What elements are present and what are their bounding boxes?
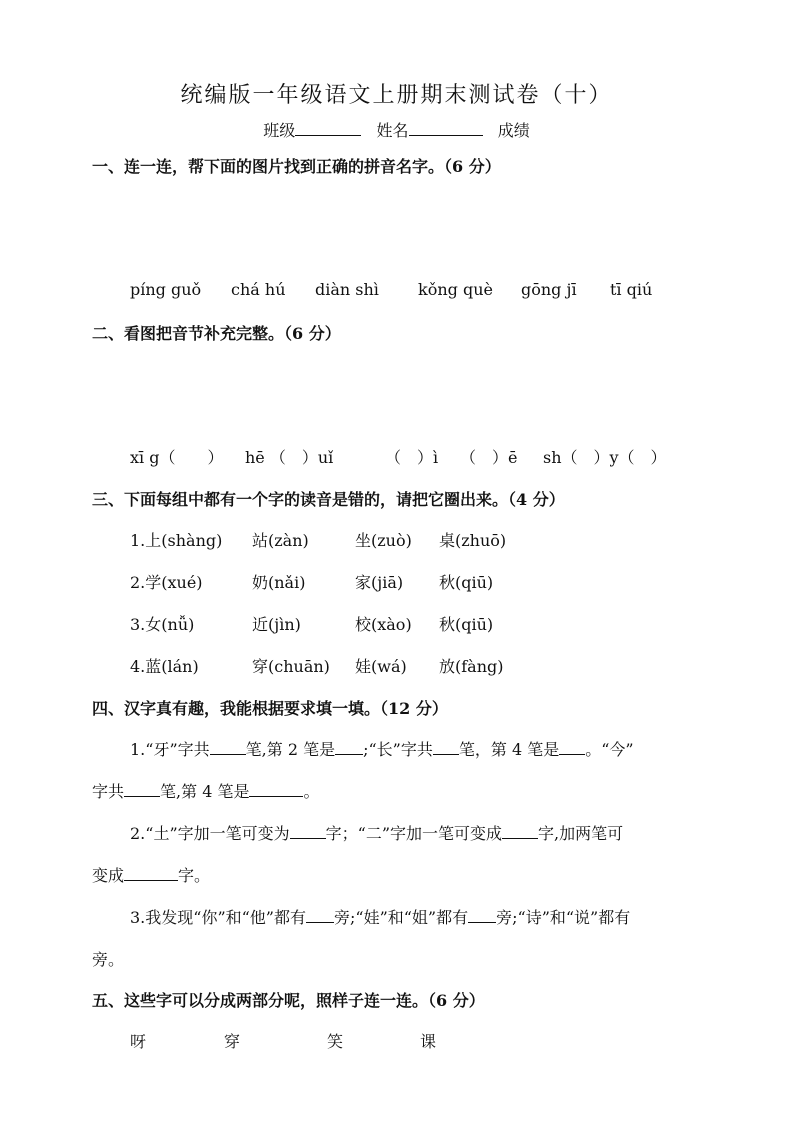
q-text: 3.我发现“你”和“他”都有 xyxy=(130,908,306,927)
q-text: 字,加两笔可 xyxy=(538,824,624,843)
section3-heading: 三、下面每组中都有一个字的读音是错的，请把它圈出来。（4 分） xyxy=(92,490,565,509)
pinyin-word: chá hú xyxy=(231,280,286,299)
syllable-item: （ ）ì xyxy=(385,448,439,467)
student-info-line xyxy=(0,118,793,141)
class-blank xyxy=(295,121,361,136)
reading-item: 3.女(nǚ) xyxy=(130,615,195,634)
question-4-1-line2 xyxy=(92,779,319,802)
syllable-item: （ ）ē xyxy=(460,448,518,467)
answer-blank[interactable] xyxy=(306,908,334,923)
reading-item: 近(jìn) xyxy=(252,615,301,634)
reading-item: 1.上(shàng) xyxy=(130,531,223,550)
answer-blank[interactable] xyxy=(502,824,538,839)
syllable-item: sh（ ）y（ ） xyxy=(543,448,667,467)
q-text: ;“长”字共 xyxy=(363,740,433,759)
question-4-1-line1 xyxy=(130,737,634,760)
split-char: 呀 xyxy=(130,1032,147,1051)
name-label: 姓名 xyxy=(376,121,409,140)
reading-item: 站(zàn) xyxy=(252,531,309,550)
syllable-item: hē （ ）uǐ xyxy=(245,448,334,467)
reading-item: 娃(wá) xyxy=(355,657,407,676)
q-text: 。“今” xyxy=(585,740,634,759)
reading-item: 坐(zuò) xyxy=(355,531,412,550)
answer-blank[interactable] xyxy=(290,824,326,839)
reading-item: 2.学(xué) xyxy=(130,573,203,592)
split-char: 课 xyxy=(420,1032,437,1051)
reading-item: 放(fàng) xyxy=(439,657,504,676)
q-text: 。 xyxy=(303,782,320,801)
section4-heading: 四、汉字真有趣，我能根据要求填一填。（12 分） xyxy=(92,699,448,718)
question-4-3-line2: 旁。 xyxy=(92,950,125,969)
name-blank xyxy=(409,121,483,136)
split-char: 穿 xyxy=(224,1032,241,1051)
q-text: 字共 xyxy=(92,782,125,801)
q-text: 1.“牙”字共 xyxy=(130,740,210,759)
question-4-3-line1 xyxy=(130,905,630,928)
reading-item: 校(xào) xyxy=(355,615,412,634)
section5-heading: 五、这些字可以分成两部分呢，照样子连一连。（6 分） xyxy=(92,991,485,1010)
answer-blank[interactable] xyxy=(559,740,585,755)
syllable-item: xī g（ ） xyxy=(130,448,224,467)
split-char: 笑 xyxy=(327,1032,344,1051)
pinyin-word: gōng jī xyxy=(521,280,577,299)
answer-blank[interactable] xyxy=(468,908,496,923)
section1-heading: 一、连一连，帮下面的图片找到正确的拼音名字。（6 分） xyxy=(92,157,501,176)
pinyin-word: píng guǒ xyxy=(130,280,202,299)
answer-blank[interactable] xyxy=(249,782,303,797)
score-label: 成绩 xyxy=(497,121,530,140)
question-4-2-line1 xyxy=(130,821,623,844)
answer-blank[interactable] xyxy=(335,740,363,755)
q-text: 笔,第 4 笔是 xyxy=(160,782,250,801)
answer-blank[interactable] xyxy=(124,782,160,797)
q-text: 笔，第 4 笔是 xyxy=(458,740,560,759)
reading-item: 秋(qiū) xyxy=(439,615,494,634)
q-text: 字；“二”字加一笔可变成 xyxy=(325,824,503,843)
reading-item: 4.蓝(lán) xyxy=(130,657,199,676)
answer-blank[interactable] xyxy=(124,866,178,881)
question-4-2-line2 xyxy=(92,863,210,886)
reading-item: 奶(nǎi) xyxy=(252,573,306,592)
q-text: 旁;“诗”和“说”都有 xyxy=(496,908,631,927)
q-text: 旁;“娃”和“姐”都有 xyxy=(334,908,469,927)
reading-item: 家(jiā) xyxy=(355,573,404,592)
reading-item: 桌(zhuō) xyxy=(439,531,507,550)
q-text: 变成 xyxy=(92,866,125,885)
section2-heading: 二、看图把音节补充完整。（6 分） xyxy=(92,324,341,343)
pinyin-word: kǒng què xyxy=(418,280,493,299)
reading-item: 穿(chuān) xyxy=(252,657,330,676)
page-title: 统编版一年级语文上册期末测试卷（十） xyxy=(180,83,613,108)
pinyin-word: diàn shì xyxy=(315,280,379,299)
answer-blank[interactable] xyxy=(433,740,459,755)
q-text: 笔,第 2 笔是 xyxy=(245,740,336,759)
class-label: 班级 xyxy=(263,121,296,140)
q-text: 2.“土”字加一笔可变为 xyxy=(130,824,290,843)
q-text: 字。 xyxy=(178,866,211,885)
reading-item: 秋(qiū) xyxy=(439,573,494,592)
answer-blank[interactable] xyxy=(210,740,246,755)
pinyin-word: tī qiú xyxy=(610,280,653,299)
